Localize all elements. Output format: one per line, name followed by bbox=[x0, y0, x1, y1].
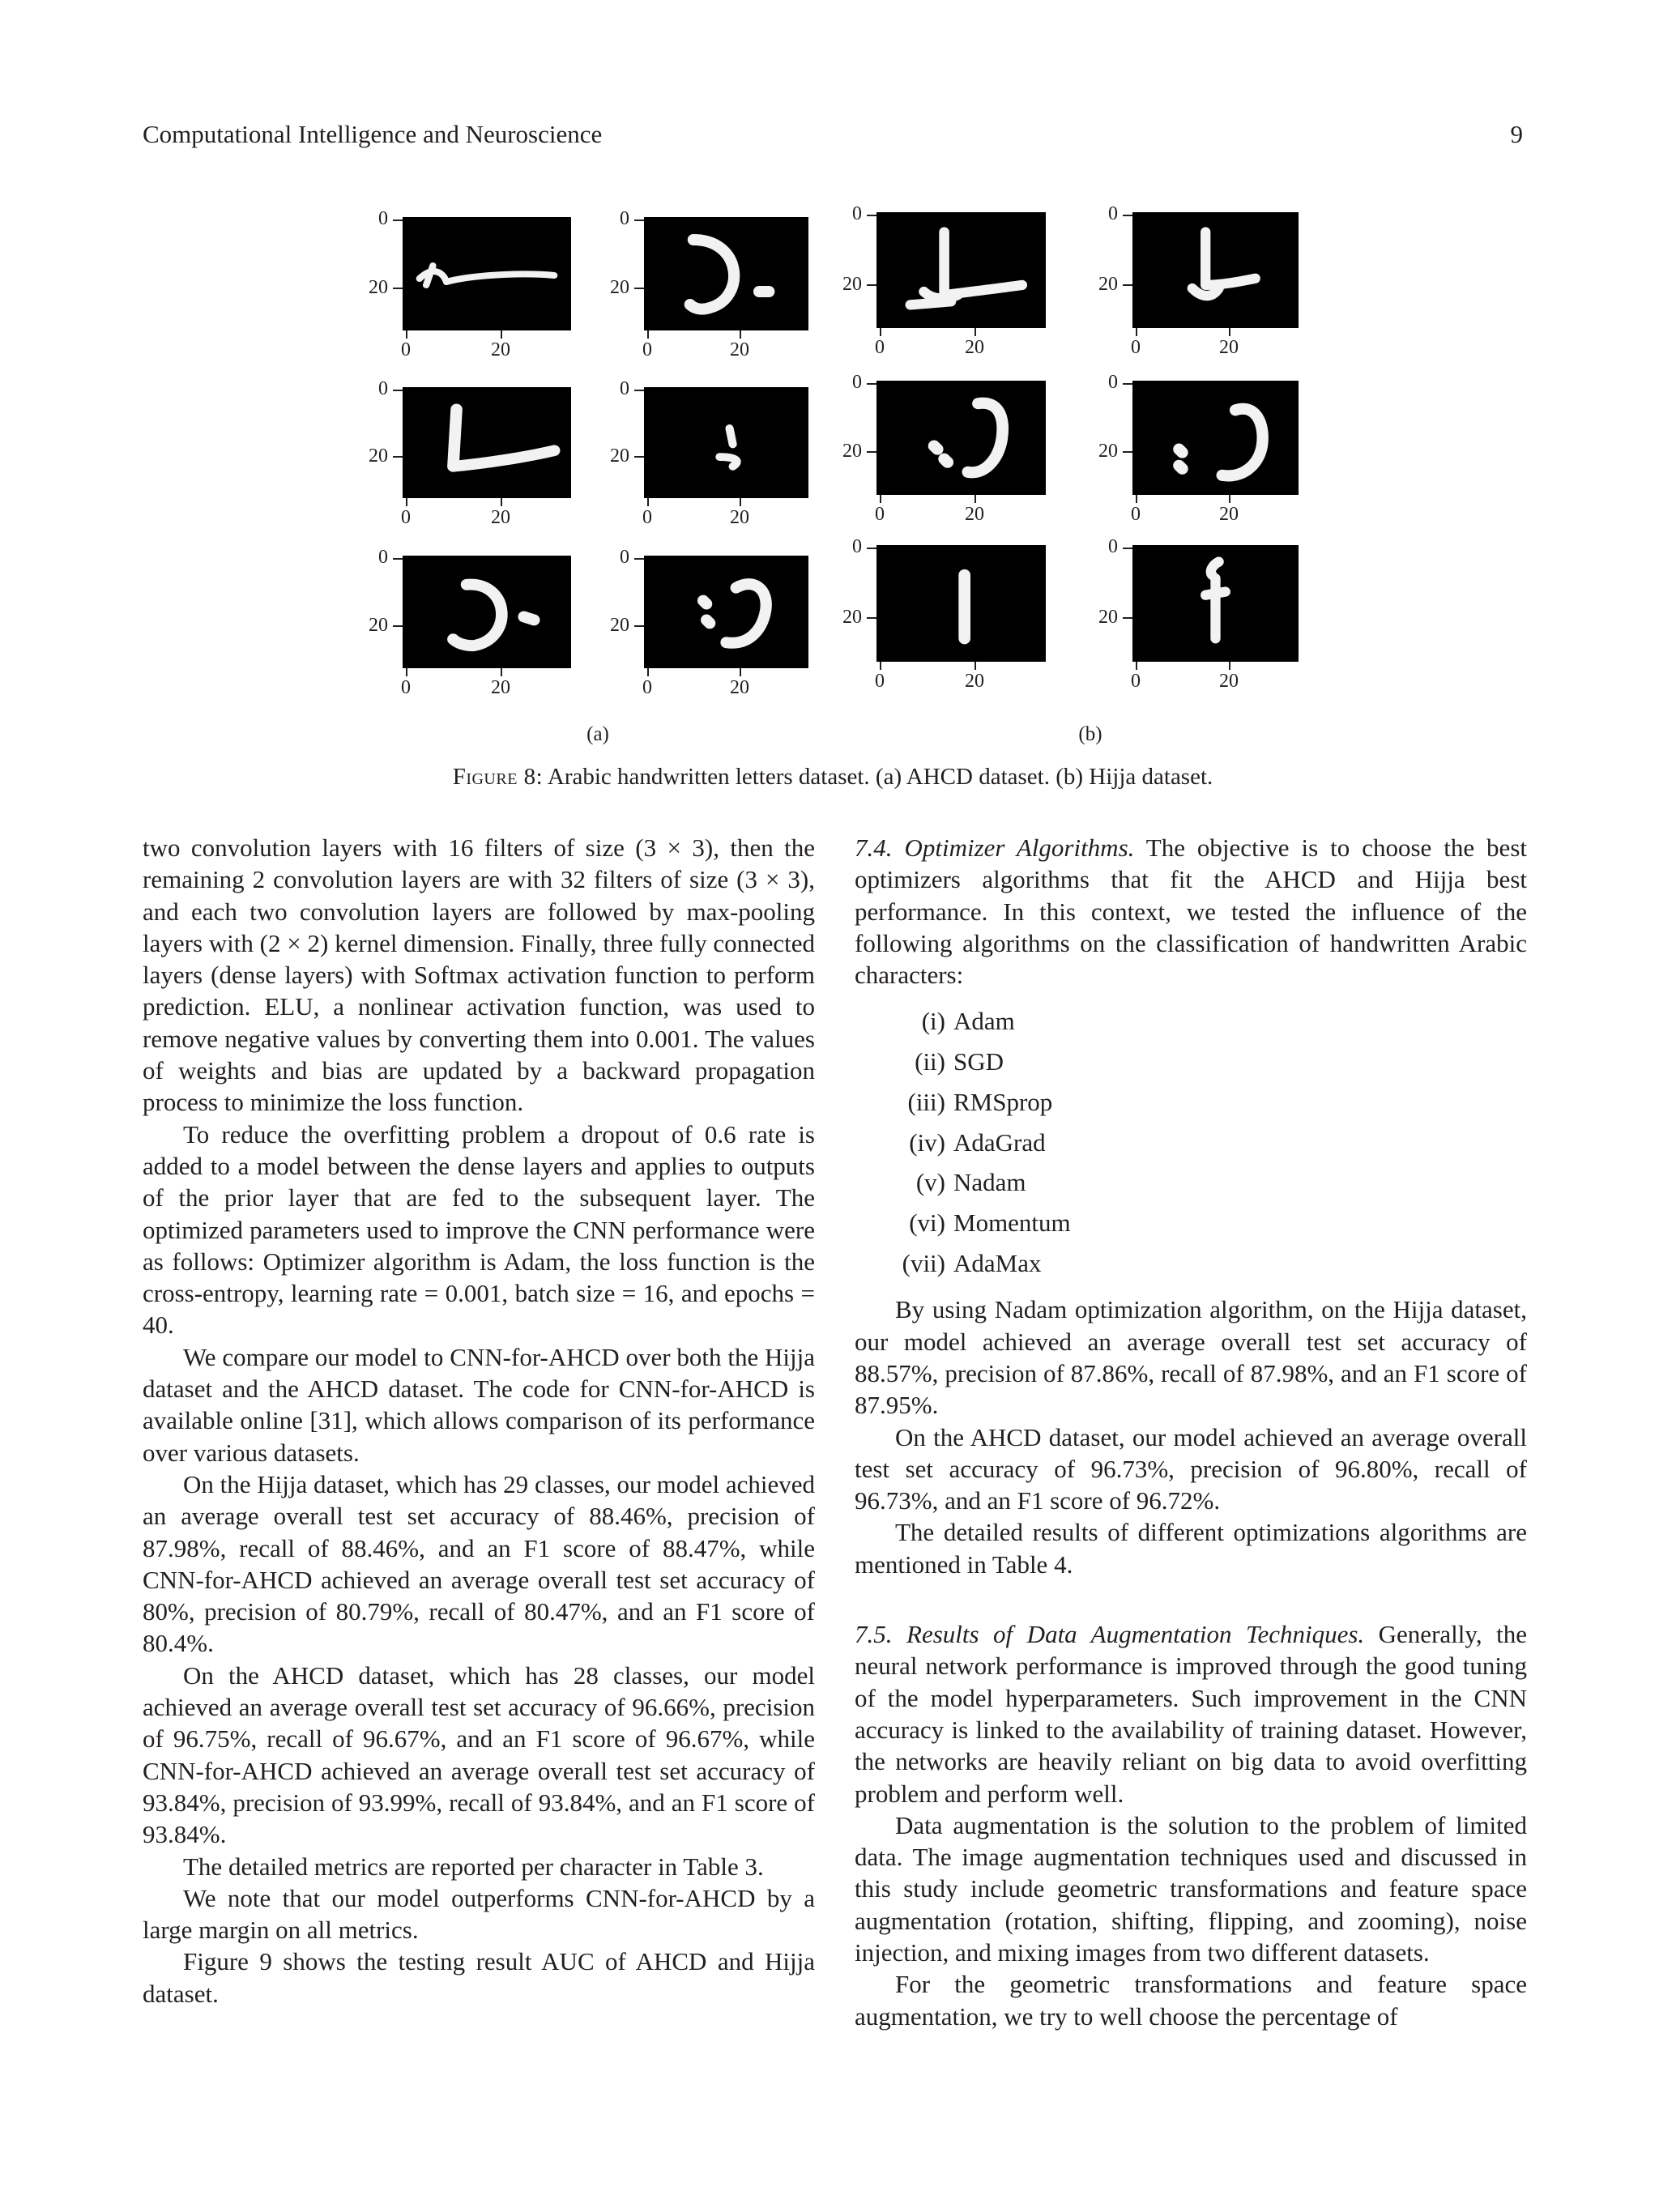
panel-label: (a) bbox=[586, 723, 609, 745]
section-intro: Generally, the neural network performance is improved through the good tuning of the model hyperparameters. Such improvement in the CNN accuracy is linked to the availability of training dataset. However, the networks are heavily reliant on big data to avoid overfitting problem and perform well. bbox=[855, 1620, 1527, 1808]
y-tick-label: 0 bbox=[620, 378, 629, 399]
section-intro: The objective is to choose the best optimizers algorithms that fit the AHCD and Hijja best performance. In this context, we tested the influence of the following algorithms on the classification of handwritten Arabic characters: bbox=[855, 833, 1527, 990]
letter-thumbnail bbox=[403, 556, 571, 668]
letter-thumbnail bbox=[1132, 212, 1299, 328]
x-tick-label: 0 bbox=[1131, 671, 1141, 692]
x-tick-label: 0 bbox=[875, 337, 885, 358]
list-item-label: Nadam bbox=[953, 1168, 1026, 1197]
axis-tick bbox=[1123, 284, 1132, 286]
y-tick-label: 0 bbox=[378, 378, 388, 399]
figure-caption bbox=[143, 761, 1523, 792]
x-tick-label: 0 bbox=[401, 677, 411, 698]
list-item-number: (i) bbox=[921, 1007, 945, 1036]
list-item-label: AdaGrad bbox=[953, 1127, 1046, 1157]
y-tick-label: 0 bbox=[1108, 372, 1118, 393]
y-tick-label: 0 bbox=[620, 208, 629, 229]
axis-tick bbox=[975, 328, 976, 336]
axis-tick bbox=[647, 498, 649, 506]
list-item-label: Momentum bbox=[953, 1208, 1071, 1237]
letter-thumbnail bbox=[403, 217, 571, 330]
x-tick-label: 20 bbox=[491, 677, 510, 698]
journal-title: Computational Intelligence and Neuroscience bbox=[143, 120, 603, 148]
paragraph: By using Nadam optimization algorithm, on the Hijja dataset, our model achieved an average overall test set accuracy of 88.57%, precision of 87.86%, recall of 87.98%, and an F1 score of 87.95%. bbox=[855, 1295, 1527, 1420]
paragraph: On the Hijja dataset, which has 29 classes, our model achieved an average overall test set accuracy of 88.46%, precision of 87.98%, recall of 88.46%, and an F1 score of 88.47%, while CNN-for-AHCD achieved an average overall test set accuracy of 80%, precision of 80.79%, recall of 80.47%, and an F1 score of 80.4%. bbox=[143, 1469, 815, 1658]
y-tick-label: 0 bbox=[852, 203, 862, 224]
axis-tick bbox=[406, 330, 407, 339]
letter-thumbnail bbox=[1132, 381, 1299, 495]
list-item bbox=[855, 1042, 1527, 1082]
y-tick-label: 0 bbox=[620, 547, 629, 568]
x-tick-label: 0 bbox=[642, 339, 652, 360]
axis-tick bbox=[393, 288, 403, 289]
axis-tick bbox=[740, 498, 741, 506]
paragraph: On the AHCD dataset, our model achieved an average overall test set accuracy of 96.73%, precision of 96.80%, recall of 96.73%, and an F1 score of 96.72%. bbox=[855, 1422, 1527, 1515]
y-tick-label: 20 bbox=[1098, 607, 1118, 628]
letter-thumbnail bbox=[1132, 545, 1299, 662]
axis-tick bbox=[1123, 451, 1132, 453]
letter-thumbnail bbox=[876, 545, 1046, 662]
paragraph: Figure 9 shows the testing result AUC of AHCD and Hijja dataset. bbox=[143, 1947, 815, 2008]
list-item bbox=[855, 1243, 1527, 1284]
axis-tick bbox=[393, 390, 403, 391]
list-item bbox=[855, 1203, 1527, 1243]
handwritten-glyph bbox=[876, 381, 1046, 495]
y-tick-label: 0 bbox=[852, 536, 862, 557]
axis-tick bbox=[867, 548, 876, 549]
axis-tick bbox=[880, 495, 881, 503]
x-tick-label: 0 bbox=[875, 504, 885, 525]
axis-tick bbox=[867, 451, 876, 453]
paragraph: We note that our model outperforms CNN-for-AHCD by a large margin on all metrics. bbox=[143, 1883, 815, 1945]
axis-tick bbox=[1123, 548, 1132, 549]
panel-label: (b) bbox=[1078, 723, 1102, 745]
y-tick-label: 20 bbox=[369, 445, 388, 467]
axis-tick bbox=[1229, 662, 1230, 670]
x-tick-label: 20 bbox=[965, 504, 984, 525]
figure-caption-text: Arabic handwritten letters dataset. (a) AHCD dataset. (b) Hijja dataset. bbox=[543, 764, 1213, 790]
axis-tick bbox=[634, 558, 644, 560]
axis-tick bbox=[501, 330, 502, 339]
handwritten-glyph bbox=[644, 217, 808, 330]
axis-tick bbox=[634, 456, 644, 458]
y-tick-label: 20 bbox=[842, 274, 862, 295]
letter-thumbnail bbox=[876, 381, 1046, 495]
paragraph: The detailed metrics are reported per character in Table 3. bbox=[183, 1852, 764, 1881]
letter-thumbnail bbox=[403, 387, 571, 498]
axis-tick bbox=[1229, 328, 1230, 336]
optimizer-list bbox=[855, 1001, 1527, 1283]
figure-8 bbox=[0, 0, 1659, 810]
paragraph: On the AHCD dataset, which has 28 classes, our model achieved an average overall test set accuracy of 96.66%, precision of 96.75%, recall of 96.67%, and an F1 score of 96.67%, while CNN-for-AHCD achieved an average overall test set accuracy of 93.84%, precision of 93.99%, recall of 93.84%, and an F1 score of 93.84%. bbox=[143, 1660, 815, 1849]
axis-tick bbox=[1123, 383, 1132, 385]
axis-tick bbox=[501, 668, 502, 676]
axis-tick bbox=[867, 284, 876, 286]
list-item bbox=[855, 1123, 1527, 1163]
section-heading: 7.4. Optimizer Algorithms. bbox=[855, 833, 1135, 862]
handwritten-glyph bbox=[644, 556, 808, 668]
y-tick-label: 20 bbox=[1098, 274, 1118, 295]
list-item-label: AdaMax bbox=[953, 1248, 1042, 1277]
axis-tick bbox=[880, 328, 881, 336]
y-tick-label: 0 bbox=[378, 547, 388, 568]
y-tick-label: 20 bbox=[1098, 441, 1118, 462]
axis-tick bbox=[634, 390, 644, 391]
axis-tick bbox=[393, 625, 403, 627]
x-tick-label: 20 bbox=[965, 337, 984, 358]
x-tick-label: 20 bbox=[491, 507, 510, 528]
axis-tick bbox=[647, 668, 649, 676]
x-tick-label: 20 bbox=[1219, 504, 1239, 525]
x-tick-label: 0 bbox=[875, 671, 885, 692]
axis-tick bbox=[1136, 495, 1137, 503]
axis-tick bbox=[740, 330, 741, 339]
axis-tick bbox=[867, 383, 876, 385]
x-tick-label: 20 bbox=[491, 339, 510, 360]
letter-thumbnail bbox=[876, 212, 1046, 328]
x-tick-label: 20 bbox=[965, 671, 984, 692]
x-tick-label: 0 bbox=[1131, 504, 1141, 525]
y-tick-label: 0 bbox=[378, 208, 388, 229]
handwritten-glyph bbox=[403, 556, 571, 668]
section-heading: 7.5. Results of Data Augmentation Techniques. bbox=[855, 1620, 1365, 1649]
y-tick-label: 0 bbox=[1108, 203, 1118, 224]
x-tick-label: 0 bbox=[401, 339, 411, 360]
handwritten-glyph bbox=[876, 545, 1046, 662]
left-column bbox=[143, 832, 815, 2010]
list-item-number: (vi) bbox=[909, 1208, 945, 1237]
x-tick-label: 0 bbox=[642, 677, 652, 698]
paragraph: two convolution layers with 16 filters of size (3 × 3), then the remaining 2 convolution layers are with 32 filters of size (3 × 3), and each two convolution layers are followed by max-pooling layers with (2 × 2) kernel dimension. Finally, three fully connected layers (dense layers) with Softmax activation function to perform prediction. ELU, a nonlinear activation function, was used to remove negative values by converting them into 0.001. The values of weights and bias are updated by a backward propagation process to minimize the loss function. bbox=[143, 833, 815, 1117]
axis-tick bbox=[740, 668, 741, 676]
y-tick-label: 0 bbox=[1108, 536, 1118, 557]
x-tick-label: 20 bbox=[1219, 337, 1239, 358]
y-tick-label: 20 bbox=[610, 277, 629, 298]
axis-tick bbox=[1229, 495, 1230, 503]
paragraph: For the geometric transformations and feature space augmentation, we try to well choose the percentage of bbox=[855, 1970, 1527, 2031]
axis-tick bbox=[647, 330, 649, 339]
axis-tick bbox=[393, 456, 403, 458]
x-tick-label: 20 bbox=[730, 677, 749, 698]
y-tick-label: 20 bbox=[369, 277, 388, 298]
list-item-label: RMSprop bbox=[953, 1087, 1053, 1116]
list-item-number: (vii) bbox=[902, 1248, 945, 1277]
section-spacer bbox=[855, 1580, 1527, 1618]
x-tick-label: 0 bbox=[401, 507, 411, 528]
paragraph: The detailed results of different optimizations algorithms are mentioned in Table 4. bbox=[855, 1518, 1527, 1579]
list-item-label: SGD bbox=[953, 1047, 1004, 1076]
letter-thumbnail bbox=[644, 387, 808, 498]
axis-tick bbox=[1136, 662, 1137, 670]
handwritten-glyph bbox=[1132, 381, 1299, 495]
y-tick-label: 20 bbox=[369, 615, 388, 636]
paragraph: We compare our model to CNN-for-AHCD over both the Hijja dataset and the AHCD dataset. The code for CNN-for-AHCD is available online [31], which allows comparison of its performance over various datasets. bbox=[143, 1342, 815, 1467]
list-item bbox=[855, 1162, 1527, 1203]
axis-tick bbox=[406, 668, 407, 676]
handwritten-glyph bbox=[644, 387, 808, 498]
list-item bbox=[855, 1082, 1527, 1123]
handwritten-glyph bbox=[1132, 545, 1299, 662]
list-item-label: Adam bbox=[953, 1007, 1015, 1036]
y-tick-label: 20 bbox=[842, 607, 862, 628]
y-tick-label: 20 bbox=[842, 441, 862, 462]
letter-thumbnail bbox=[644, 556, 808, 668]
page-number: 9 bbox=[1510, 120, 1523, 148]
paragraph: To reduce the overfitting problem a dropout of 0.6 rate is added to a model between the dense layers and applies to outputs of the prior layer that are fed to the subsequent layer. The optimized parameters used to improve the CNN performance were as follows: Optimizer algorithm is Adam, the loss function is the cross-entropy, learning rate = 0.001, batch size = 16, and epochs = 40. bbox=[143, 1119, 815, 1340]
list-item-number: (v) bbox=[915, 1168, 945, 1197]
axis-tick bbox=[634, 288, 644, 289]
handwritten-glyph bbox=[403, 217, 571, 330]
axis-tick bbox=[867, 617, 876, 619]
handwritten-glyph bbox=[1132, 212, 1299, 328]
handwritten-glyph bbox=[403, 387, 571, 498]
axis-tick bbox=[501, 498, 502, 506]
y-tick-label: 20 bbox=[610, 615, 629, 636]
axis-tick bbox=[1123, 215, 1132, 216]
axis-tick bbox=[393, 219, 403, 221]
figure-caption-label: Figure 8: bbox=[452, 764, 544, 790]
axis-tick bbox=[975, 495, 976, 503]
section-7-5 bbox=[855, 1618, 1527, 1809]
y-tick-label: 0 bbox=[852, 372, 862, 393]
axis-tick bbox=[1136, 328, 1137, 336]
x-tick-label: 20 bbox=[730, 507, 749, 528]
list-item-number: (iv) bbox=[909, 1127, 945, 1157]
axis-tick bbox=[634, 219, 644, 221]
list-item bbox=[855, 1001, 1527, 1042]
x-tick-label: 20 bbox=[730, 339, 749, 360]
axis-tick bbox=[975, 662, 976, 670]
axis-tick bbox=[634, 625, 644, 627]
x-tick-label: 20 bbox=[1219, 671, 1239, 692]
axis-tick bbox=[880, 662, 881, 670]
paragraph: Data augmentation is the solution to the problem of limited data. The image augmentation techniques used and discussed in this study include geometric transformations and feature space augmentation (rotation, shifting, flipping, and zooming), noise injection, and mixing images from two different datasets. bbox=[855, 1810, 1527, 1967]
list-item-number: (iii) bbox=[907, 1087, 945, 1116]
axis-tick bbox=[393, 558, 403, 560]
list-item-number: (ii) bbox=[915, 1047, 945, 1076]
right-column bbox=[855, 832, 1527, 2032]
x-tick-label: 0 bbox=[1131, 337, 1141, 358]
section-7-4 bbox=[855, 832, 1527, 991]
handwritten-glyph bbox=[876, 212, 1046, 328]
x-tick-label: 0 bbox=[642, 507, 652, 528]
y-tick-label: 20 bbox=[610, 445, 629, 467]
axis-tick bbox=[1123, 617, 1132, 619]
axis-tick bbox=[867, 215, 876, 216]
axis-tick bbox=[406, 498, 407, 506]
letter-thumbnail bbox=[644, 217, 808, 330]
